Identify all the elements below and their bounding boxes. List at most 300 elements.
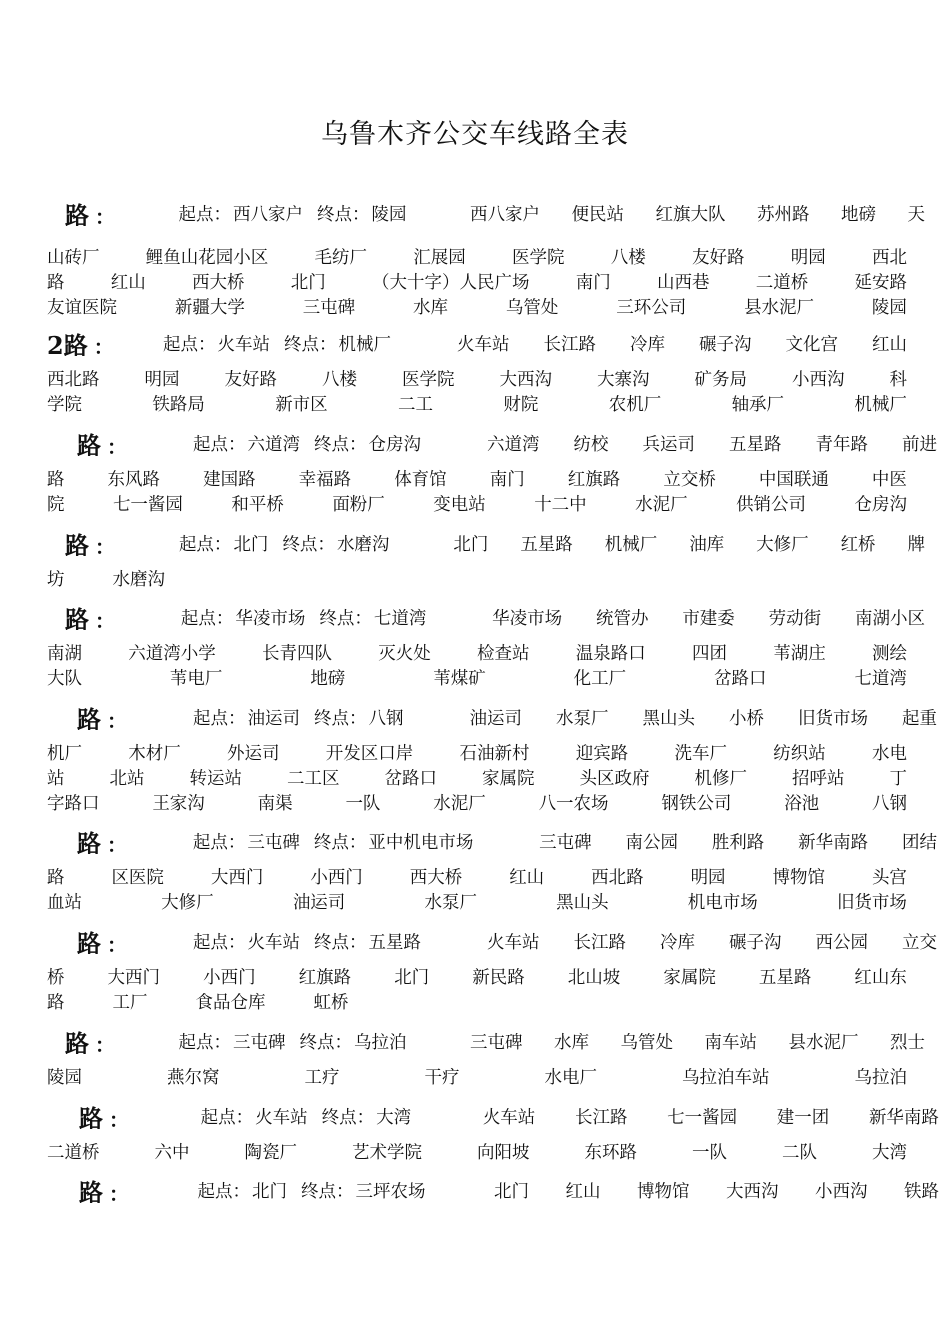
route-suffix: 路: [65, 604, 89, 630]
route-number-label: [65, 530, 137, 556]
stop-name: 岔路口: [714, 668, 767, 689]
end-label: 终点：: [299, 1032, 352, 1053]
stop-name: 化工厂: [573, 668, 627, 689]
stop-name: 二队: [782, 1142, 817, 1163]
stop-name: 路: [47, 992, 65, 1013]
stop-name: 县水泥厂: [744, 297, 815, 318]
route-stops-line: [47, 789, 907, 815]
stop-name: 水磨沟: [112, 569, 165, 590]
route-endpoints: [163, 331, 405, 356]
stop-name: 钢铁公司: [661, 793, 732, 814]
route-stops-line: [47, 739, 907, 765]
route-end: 三坪农场: [355, 1181, 426, 1202]
stop-name: 检查站: [477, 643, 530, 664]
stop-name: 区医院: [111, 867, 164, 888]
stop-name: 燕尔窝: [167, 1067, 220, 1088]
stop-name: 石油新村: [459, 743, 530, 764]
stop-name: 南门: [575, 272, 611, 293]
stop-name: 四团: [692, 643, 727, 664]
route-endpoints: [181, 605, 441, 630]
stop-name: 新华南路: [868, 1107, 939, 1128]
stop-name: 八楼: [322, 369, 357, 390]
route-start: 火车站: [217, 334, 270, 355]
stop-name: 小西门: [203, 967, 256, 988]
route-stops-line: [47, 888, 907, 914]
stop-name: 大西沟: [726, 1181, 779, 1202]
stop-name: 仓房沟: [854, 494, 907, 515]
stop-name: 乌拉泊车站: [682, 1067, 770, 1088]
stop-name: 黑山头: [642, 708, 695, 729]
stop-name: 西北路: [47, 369, 100, 390]
route-header-line: [47, 704, 937, 730]
stop-name: 三环公司: [616, 297, 687, 318]
stop-name: 苏州路: [757, 204, 810, 225]
route-suffix: 路: [77, 430, 101, 456]
route-number-label: [77, 928, 149, 954]
stop-name: 火车站: [487, 932, 540, 953]
stop-name: 红桥: [840, 534, 876, 555]
route-header-line: [47, 530, 925, 556]
route-endpoints: [179, 1029, 421, 1054]
route-end: 七道湾: [373, 608, 427, 629]
stop-name: 家属院: [482, 768, 535, 789]
route-suffix: 路: [63, 330, 88, 356]
stop-name: 乌拉泊: [854, 1067, 907, 1088]
stop-name: 三屯碑: [470, 1032, 523, 1053]
stop-name: 烈士: [890, 1032, 925, 1053]
stop-name: 岔路口: [384, 768, 437, 789]
route-start: 火车站: [255, 1107, 308, 1128]
stop-name: 测绘: [872, 643, 907, 664]
stop-name: 字路口: [47, 793, 100, 814]
stop-name: 统管办: [595, 608, 649, 629]
stop-name: 陶瓷厂: [244, 1142, 297, 1163]
stop-name: 南门: [489, 469, 525, 490]
stop-name: 北门: [453, 534, 489, 555]
stop-name: 劳动街: [768, 608, 822, 629]
stop-name: 新市区: [275, 394, 328, 415]
stop-name: 工疗: [304, 1067, 340, 1088]
route-colon: ：: [95, 204, 115, 226]
stop-name: 水泵厂: [424, 892, 477, 913]
stop-name: 明园: [690, 867, 726, 888]
stop-name: 财院: [503, 394, 539, 415]
route-header-line: [47, 928, 937, 954]
stop-name: 水电: [872, 743, 907, 764]
stop-name: 铁路局: [152, 394, 205, 415]
route-start: 三屯碑: [247, 832, 300, 853]
route-end: 五星路: [368, 932, 421, 953]
route-endpoints: [193, 929, 435, 954]
route-colon: ：: [107, 932, 127, 954]
route-number-label: [65, 1028, 137, 1054]
start-label: 起点：: [193, 932, 246, 953]
stop-name: 五星路: [758, 967, 812, 988]
stop-name: 黑山头: [556, 892, 609, 913]
stop-name: 招呼站: [792, 768, 845, 789]
route-stops-line: [47, 268, 907, 294]
stop-name: 立交桥: [663, 469, 716, 490]
stop-name: 红旗路: [298, 967, 352, 988]
route-number-label: [77, 828, 149, 854]
route-end: 陵园: [371, 204, 407, 225]
stop-name: 友谊医院: [47, 297, 117, 318]
route-colon: ：: [95, 534, 115, 556]
stop-name: 北门: [494, 1181, 529, 1202]
stop-name: 地磅: [841, 204, 876, 225]
stop-name: 纺校: [573, 434, 609, 455]
route-colon: ：: [95, 608, 115, 630]
stop-name: 立交: [902, 932, 937, 953]
stop-name: 火车站: [457, 334, 510, 355]
stop-name: 西大桥: [409, 867, 463, 888]
stop-name: 路: [47, 469, 65, 490]
stop-name: 大修厂: [161, 892, 214, 913]
route-start: 华凌市场: [235, 608, 306, 629]
stop-name: 路: [47, 867, 65, 888]
stop-name: 碾子沟: [729, 932, 782, 953]
stop-name: 北站: [109, 768, 145, 789]
route-end: 仓房沟: [368, 434, 421, 455]
stop-name: 建一团: [776, 1107, 830, 1128]
stop-name: 新华南路: [798, 832, 869, 853]
stop-name: 水泥厂: [635, 494, 688, 515]
stop-name: 丁: [889, 768, 907, 789]
stop-name: 纺织站: [773, 743, 826, 764]
end-label: 终点：: [314, 434, 367, 455]
route-suffix: 路: [77, 928, 101, 954]
stop-name: 三屯碑: [539, 832, 592, 853]
stop-name: 文化宫: [785, 334, 838, 355]
stop-name: 外运司: [227, 743, 280, 764]
stop-name: 机修厂: [694, 768, 747, 789]
route-number-label: [65, 604, 137, 630]
route-number: 2: [47, 330, 64, 356]
stop-name: 华凌市场: [492, 608, 563, 629]
route-endpoints: [179, 531, 404, 556]
stop-name: 红山: [509, 867, 545, 888]
stop-name: 中医: [871, 469, 907, 490]
stop-name: 头区政府: [579, 768, 650, 789]
route-stops-line: [47, 243, 907, 269]
stop-name: 六中: [154, 1142, 190, 1163]
start-label: 起点：: [178, 534, 232, 555]
stop-name: 八钢: [872, 793, 907, 814]
stop-name: 七一酱园: [112, 494, 183, 515]
stop-name: 乌管处: [505, 297, 559, 318]
stop-name: 向阳坡: [477, 1142, 530, 1163]
stop-name: 农机厂: [608, 394, 662, 415]
route-header-line: [47, 330, 907, 356]
stop-name: 西八家户: [470, 204, 540, 225]
stop-name: 博物馆: [637, 1181, 690, 1202]
stop-name: 西公园: [815, 932, 868, 953]
start-label: 起点：: [192, 832, 246, 853]
route-number-label: [79, 1177, 151, 1203]
route-header-line: [47, 604, 925, 630]
route-header-line: [47, 1103, 939, 1129]
stop-name: 一队: [345, 793, 381, 814]
stop-name: 油库: [689, 534, 725, 555]
stop-name: 长江路: [543, 334, 596, 355]
route-stops-line: [47, 490, 907, 516]
stop-name: 和平桥: [231, 494, 284, 515]
stop-name: 艺术学院: [352, 1142, 422, 1163]
route-end: 八钢: [368, 708, 404, 729]
route-start: 油运司: [247, 708, 300, 729]
stop-name: 七一酱园: [667, 1107, 738, 1128]
stop-name: 东环路: [584, 1142, 637, 1163]
route-colon: ：: [95, 1032, 115, 1054]
route-colon: ：: [107, 708, 127, 730]
stop-name: 水库: [413, 297, 449, 318]
route-stops-line: [47, 465, 907, 491]
route-stops-line: [47, 664, 907, 690]
route-end: 乌拉泊: [354, 1032, 407, 1053]
stop-name: 铁路: [904, 1181, 939, 1202]
route-colon: ：: [107, 434, 127, 456]
route-header-line: [47, 1028, 925, 1054]
stop-name: 机械厂: [854, 394, 907, 415]
end-label: 终点：: [314, 708, 367, 729]
stop-name: 五星路: [729, 434, 782, 455]
route-start: 三屯碑: [233, 1032, 286, 1053]
route-header-line: [47, 430, 937, 456]
stop-name: 洗车厂: [674, 743, 727, 764]
route-suffix: 路: [79, 1103, 103, 1129]
stop-name: 院: [47, 494, 65, 515]
stop-name: 七道湾: [854, 668, 907, 689]
stop-name: 博物馆: [772, 867, 825, 888]
stop-name: 建国路: [203, 469, 256, 490]
stop-name: 市建委: [682, 608, 735, 629]
route-header-line: [47, 828, 937, 854]
stop-name: 干疗: [424, 1067, 460, 1088]
route-start: 六道湾: [247, 434, 300, 455]
stop-name: 冷库: [660, 932, 695, 953]
route-end: 大湾: [376, 1107, 412, 1128]
route-number-label: [77, 430, 149, 456]
stop-name: 学院: [47, 394, 82, 415]
stop-name: 大西沟: [499, 369, 552, 390]
stop-name: 北门: [290, 272, 326, 293]
stop-name: 红旗大队: [655, 204, 726, 225]
stop-name: 食品仓库: [195, 992, 266, 1013]
stop-name: 西北路: [591, 867, 644, 888]
stop-name: 团结: [901, 832, 937, 853]
route-number-label: [79, 1103, 151, 1129]
route-suffix: 路: [65, 1028, 89, 1054]
stop-name: 明园: [790, 247, 826, 268]
end-label: 终点：: [301, 1181, 354, 1202]
route-stops-line: [47, 764, 907, 790]
stop-name: 供销公司: [736, 494, 807, 515]
stop-name: 三屯碑: [302, 297, 356, 318]
route-stops-line: [47, 1138, 907, 1164]
stop-name: 油运司: [469, 708, 522, 729]
stop-name: 红山: [872, 334, 907, 355]
end-label: 终点：: [321, 1107, 375, 1128]
start-label: 起点：: [180, 608, 234, 629]
stop-name: 二工区: [287, 768, 340, 789]
stop-name: 木材厂: [128, 743, 181, 764]
stop-name: 小西沟: [792, 369, 845, 390]
stop-name: 六道湾: [487, 434, 540, 455]
route-endpoints: [201, 1104, 426, 1129]
stop-name: 头宫: [871, 867, 907, 888]
stop-name: 温泉路口: [575, 643, 646, 664]
stop-name: 大修厂: [756, 534, 809, 555]
document-title: 乌鲁木齐公交车线路全表: [321, 119, 629, 150]
stop-name: 南渠: [257, 793, 293, 814]
stop-name: 桥: [47, 967, 65, 988]
stop-name: 二工: [398, 394, 434, 415]
stop-name: 水电厂: [544, 1067, 597, 1088]
start-label: 起点：: [193, 434, 246, 455]
route-stops-line: [47, 565, 907, 591]
stop-name: 红旗路: [567, 469, 621, 490]
route-start: 北门: [233, 534, 269, 555]
stop-name: 便民站: [571, 204, 624, 225]
stop-name: 医学院: [402, 369, 455, 390]
stop-name: 前进: [902, 434, 937, 455]
route-colon: ：: [93, 334, 114, 356]
stop-name: 六道湾小学: [128, 643, 216, 664]
stop-name: 陵园: [47, 1067, 82, 1088]
stop-name: 浴池: [784, 793, 820, 814]
stop-name: 延安路: [854, 272, 907, 293]
stop-name: 天: [907, 204, 925, 225]
end-label: 终点：: [314, 932, 367, 953]
stop-name: 毛纺厂: [314, 247, 367, 268]
route-stops-line: [47, 639, 907, 665]
stop-name: 水库: [554, 1032, 589, 1053]
route-number-label: [77, 704, 149, 730]
stop-name: 南车站: [704, 1032, 757, 1053]
route-endpoints: [193, 705, 418, 730]
stop-name: 矿务局: [694, 369, 747, 390]
end-label: 终点：: [319, 608, 372, 629]
stop-name: 冷库: [630, 334, 665, 355]
stop-name: 幸福路: [298, 469, 352, 490]
stop-name: 十二中: [534, 494, 587, 515]
route-colon: ：: [109, 1107, 129, 1129]
stop-name: 大西门: [107, 967, 161, 988]
route-colon: ：: [109, 1181, 129, 1203]
stop-name: 南公园: [625, 832, 678, 853]
route-suffix: 路: [79, 1177, 103, 1203]
stop-name: 家属院: [663, 967, 716, 988]
route-stops-line: [47, 963, 907, 989]
stop-name: 北门: [394, 967, 430, 988]
stop-name: 小西沟: [815, 1181, 868, 1202]
start-label: 起点：: [178, 1032, 231, 1053]
stop-name: 胜利路: [711, 832, 765, 853]
stop-name: 科: [889, 369, 907, 390]
stop-name: 地磅: [310, 668, 346, 689]
stop-name: 明园: [144, 369, 180, 390]
stop-name: 县水泥厂: [788, 1032, 859, 1053]
stop-name: （大十字）人民广场: [372, 272, 530, 293]
stop-name: 王家沟: [152, 793, 205, 814]
stop-name: 面粉厂: [332, 494, 385, 515]
route-endpoints: [193, 829, 488, 854]
stop-name: 友好路: [224, 369, 277, 390]
stop-name: 长江路: [573, 932, 626, 953]
stop-name: 小西门: [310, 867, 363, 888]
stop-name: 二道桥: [47, 1142, 100, 1163]
stop-name: 汇展园: [413, 247, 466, 268]
route-endpoints: [179, 201, 421, 226]
route-stops-line: [47, 365, 907, 391]
stop-name: 大队: [47, 668, 82, 689]
route-header-line: [47, 200, 925, 226]
stop-name: 山西巷: [657, 272, 710, 293]
stop-name: 路: [47, 272, 65, 293]
stop-name: 北山坡: [567, 967, 621, 988]
stop-name: 旧货市场: [836, 892, 907, 913]
stop-name: 乌管处: [620, 1032, 673, 1053]
stop-name: 中国联通: [758, 469, 829, 490]
route-stops-line: [47, 1063, 907, 1089]
stop-name: 小桥: [729, 708, 764, 729]
stop-name: 大湾: [872, 1142, 907, 1163]
stop-name: 新民路: [472, 967, 525, 988]
stop-name: 旧货市场: [798, 708, 868, 729]
route-start: 火车站: [247, 932, 300, 953]
stop-name: 水泥厂: [433, 793, 486, 814]
stop-name: 长江路: [574, 1107, 628, 1128]
stop-name: 友好路: [692, 247, 745, 268]
stop-name: 虹桥: [313, 992, 349, 1013]
stop-name: 红山东: [854, 967, 907, 988]
stop-name: 二道桥: [755, 272, 809, 293]
route-start: 西八家户: [233, 204, 303, 225]
stop-name: 苇煤矿: [433, 668, 486, 689]
stop-name: 变电站: [433, 494, 486, 515]
stop-name: 机电市场: [687, 892, 758, 913]
stop-name: 红山: [565, 1181, 601, 1202]
stop-name: 血站: [47, 892, 82, 913]
route-suffix: 路: [65, 530, 89, 556]
stop-name: 开发区口岸: [325, 743, 414, 764]
start-label: 起点：: [200, 1107, 254, 1128]
stop-name: 八楼: [610, 247, 646, 268]
route-endpoints: [198, 1178, 440, 1203]
stop-name: 体育馆: [394, 469, 447, 490]
stop-name: 医学院: [512, 247, 565, 268]
stop-name: 苇湖庄: [773, 643, 826, 664]
route-colon: ：: [107, 832, 127, 854]
stop-name: 青年路: [815, 434, 868, 455]
route-suffix: 路: [77, 704, 101, 730]
stop-name: 鲤鱼山花园小区: [145, 247, 269, 268]
route-number-label: [47, 330, 119, 356]
route-stops-line: [47, 988, 907, 1014]
stop-name: 南湖小区: [854, 608, 925, 629]
stop-name: 起重: [902, 708, 937, 729]
stop-name: 迎宾路: [575, 743, 629, 764]
route-stops-line: [47, 863, 907, 889]
route-end: 水磨沟: [336, 534, 390, 555]
start-label: 起点：: [197, 1181, 250, 1202]
stop-name: 灭火处: [378, 643, 431, 664]
route-stops-line: [47, 293, 907, 319]
stop-name: 火车站: [482, 1107, 536, 1128]
stop-name: 东风路: [107, 469, 161, 490]
stop-name: 西大桥: [192, 272, 245, 293]
stop-name: 兵运司: [642, 434, 695, 455]
